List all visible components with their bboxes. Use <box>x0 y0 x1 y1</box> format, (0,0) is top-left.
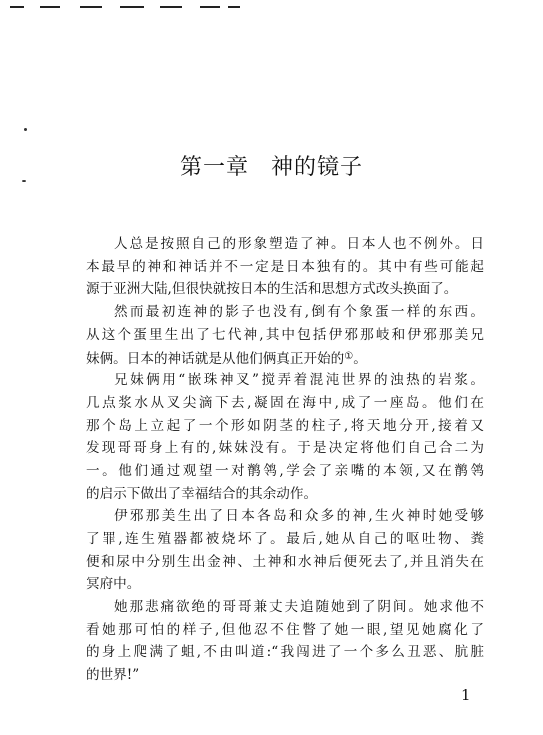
text-line <box>86 437 484 460</box>
text-line-tail: 。 <box>353 351 367 368</box>
text-line-content: 看她那可怕的样子,但他忍不住瞥了她一眼,望见她腐化了 <box>86 621 484 638</box>
text-line <box>86 392 484 415</box>
text-line-content: 了罪,连生殖器都被烧坏了。最后,她从自己的呕吐物、粪 <box>86 530 484 547</box>
scan-speck <box>24 128 27 131</box>
text-line <box>86 256 484 279</box>
text-line-content: 那个岛上立起了一个形如阴茎的柱子,将天地分开,接着又 <box>86 417 484 434</box>
text-line <box>86 415 484 438</box>
text-line-content: 伊邪那美生出了日本各岛和众多的神,生火神时她受够 <box>114 508 484 525</box>
chapter-heading <box>0 150 543 181</box>
text-line <box>86 641 484 664</box>
text-line <box>86 324 484 347</box>
text-line-content: 便和尿中分别生出金神、土神和水神后便死去了,并且消失在 <box>86 553 484 570</box>
footnote-marker: ① <box>344 351 354 363</box>
text-line-content: 她那悲痛欲绝的哥哥兼丈夫追随她到了阴间。她求他不 <box>114 599 484 615</box>
text-line <box>86 233 484 256</box>
text-line <box>86 619 484 642</box>
text-line-content: 的身上爬满了蛆,不由叫道:“我闯进了一个多么丑恶、肮脏 <box>86 644 484 661</box>
chapter-number: 第一章 <box>179 155 249 180</box>
text-line <box>86 278 484 301</box>
text-line-content: 妹俩。日本的神话就是从他们俩真正开始的 <box>86 351 345 368</box>
text-line-content: 冥府中。 <box>86 576 141 593</box>
text-line <box>86 460 484 483</box>
text-line <box>86 573 484 596</box>
page-edge-marks <box>0 0 543 14</box>
text-line <box>86 551 484 574</box>
text-line-content: 的世界!” <box>86 667 140 684</box>
text-line <box>86 301 484 324</box>
text-line-content: 源于亚洲大陆,但很快就按日本的生活和思想方式改头换面了。 <box>86 281 458 298</box>
text-line <box>86 483 484 506</box>
text-line <box>86 369 484 392</box>
text-line-content: 一。他们通过观望一对鹡鸰,学会了亲嘴的本领,又在鹡鸰 <box>86 462 484 479</box>
text-line <box>86 346 484 369</box>
text-line <box>86 528 484 551</box>
page-number: 1 <box>461 686 471 704</box>
chapter-title: 神的镜子 <box>271 155 364 180</box>
text-line-content: 兄妹俩用“嵌珠神叉”搅弄着混沌世界的浊热的岩浆。 <box>114 372 484 389</box>
text-line-content: 的启示下做出了幸福结合的其余动作。 <box>86 485 318 502</box>
text-line <box>86 505 484 528</box>
text-line-content: 人总是按照自己的形象塑造了神。日本人也不例外。日 <box>114 236 484 252</box>
text-line-content: 然而最初连神的影子也没有,倒有个象蛋一样的东西。 <box>114 304 484 321</box>
text-line-content: 从这个蛋里生出了七代神,其中包括伊邪那岐和伊邪那美兄 <box>86 326 484 343</box>
text-line-content: 几点浆水从叉尖滴下去,凝固在海中,成了一座岛。他们在 <box>86 394 484 411</box>
text-line-content: 发现哥哥身上有的,妹妹没有。于是决定将他们自己合二为 <box>86 440 484 457</box>
text-line <box>86 596 484 619</box>
text-line <box>86 664 484 687</box>
chapter-body <box>86 233 484 687</box>
text-line-content: 本最早的神和神话并不一定是日本独有的。其中有些可能起 <box>86 258 484 275</box>
